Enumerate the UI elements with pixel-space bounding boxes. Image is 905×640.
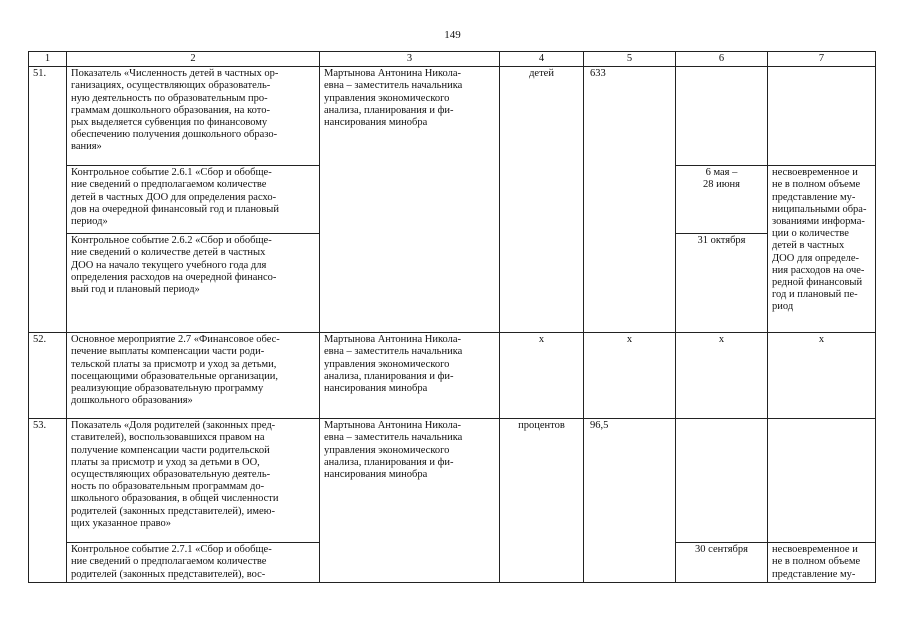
table-row-52 [29, 333, 876, 419]
header-col-5: 5 [584, 52, 676, 67]
header-col-6: 6 [676, 52, 768, 67]
control-event-text: Контрольное событие 2.7.1 «Сбор и обобще- ние сведений о предполагаемом количестве родителей (законных представителей), вос- [67, 543, 320, 583]
header-col-4: 4 [500, 52, 584, 67]
control-event-date: 31 октября [676, 234, 768, 333]
header-col-1: 1 [29, 52, 67, 67]
table-row-53 [29, 419, 876, 543]
row-number: 51. [29, 67, 67, 333]
header-row [29, 52, 876, 67]
date-cell: x [676, 333, 768, 419]
unit-cell: процентов [500, 419, 584, 583]
indicator-text: Основное мероприятие 2.7 «Финансовое обес- печение выплаты компенсации части роди- тельской платы за присмотр и уход за детьми, посещающими образовательные организации, реализующие образовательную программу дошкольного образования» [67, 333, 320, 419]
header-col-2: 2 [67, 52, 320, 67]
row-number: 53. [29, 419, 67, 583]
date-cell-empty [676, 67, 768, 166]
control-event-text: Контрольное событие 2.6.2 «Сбор и обобще- ние сведений о количестве детей в частных ДОО на начало текущего учебного года для определения расходов на очередной финансо- вый год и плановый период» [67, 234, 320, 333]
date-cell-empty [676, 419, 768, 543]
unit-cell: детей [500, 67, 584, 333]
value-cell: 96,5 [584, 419, 676, 583]
responsible-person: Мартынова Антонина Никола- евна – заместитель начальника управления экономического анализа, планирования и фи- нансирования минобра [320, 419, 500, 583]
risk-cell-empty [768, 419, 876, 543]
table-row-51 [29, 67, 876, 166]
header-col-7: 7 [768, 52, 876, 67]
row-number: 52. [29, 333, 67, 419]
risk-description: несвоевременное и не в полном объеме представление му- [768, 543, 876, 583]
unit-cell: x [500, 333, 584, 419]
plan-table [28, 51, 876, 583]
control-event-date: 30 сентября [676, 543, 768, 583]
indicator-text: Показатель «Доля родителей (законных пред- ставителей), воспользовавшихся правом на получение компенсации части родительской платы за присмотр и уход за детьми в ОО, осуществляющих образовательную деятель- ность по образовательным программам до- школьного образования, в общей численности родителей (законных представителей), имею- щих указанное право» [67, 419, 320, 543]
risk-description: несвоевременное и не в полном объеме представление му- ниципальными обра- зованиями информа- ции о количестве детей в частных ДОО для определе- ния расходов на оче- редной финансовый год и плановый пе- риод [768, 166, 876, 333]
control-event-date: 6 мая – 28 июня [676, 166, 768, 234]
risk-cell-empty [768, 67, 876, 166]
risk-cell: x [768, 333, 876, 419]
page-number: 149 [444, 29, 461, 41]
responsible-person: Мартынова Антонина Никола- евна – заместитель начальника управления экономического анализа, планирования и фи- нансирования минобра [320, 333, 500, 419]
header-col-3: 3 [320, 52, 500, 67]
indicator-text: Показатель «Численность детей в частных ор- ганизациях, осуществляющих образователь- ную деятельность по образовательным про- граммам дошкольного образования, на кото- рых выделяется субвенция по финансовому обеспечению получения дошкольного образо- вания» [67, 67, 320, 166]
responsible-person: Мартынова Антонина Никола- евна – заместитель начальника управления экономического анализа, планирования и фи- нансирования минобра [320, 67, 500, 333]
control-event-text: Контрольное событие 2.6.1 «Сбор и обобще- ние сведений о предполагаемом количестве детей в частных ДОО для определения расхо- дов на очередной финансовый год и плановый период» [67, 166, 320, 234]
value-cell: 633 [584, 67, 676, 333]
value-cell: x [584, 333, 676, 419]
